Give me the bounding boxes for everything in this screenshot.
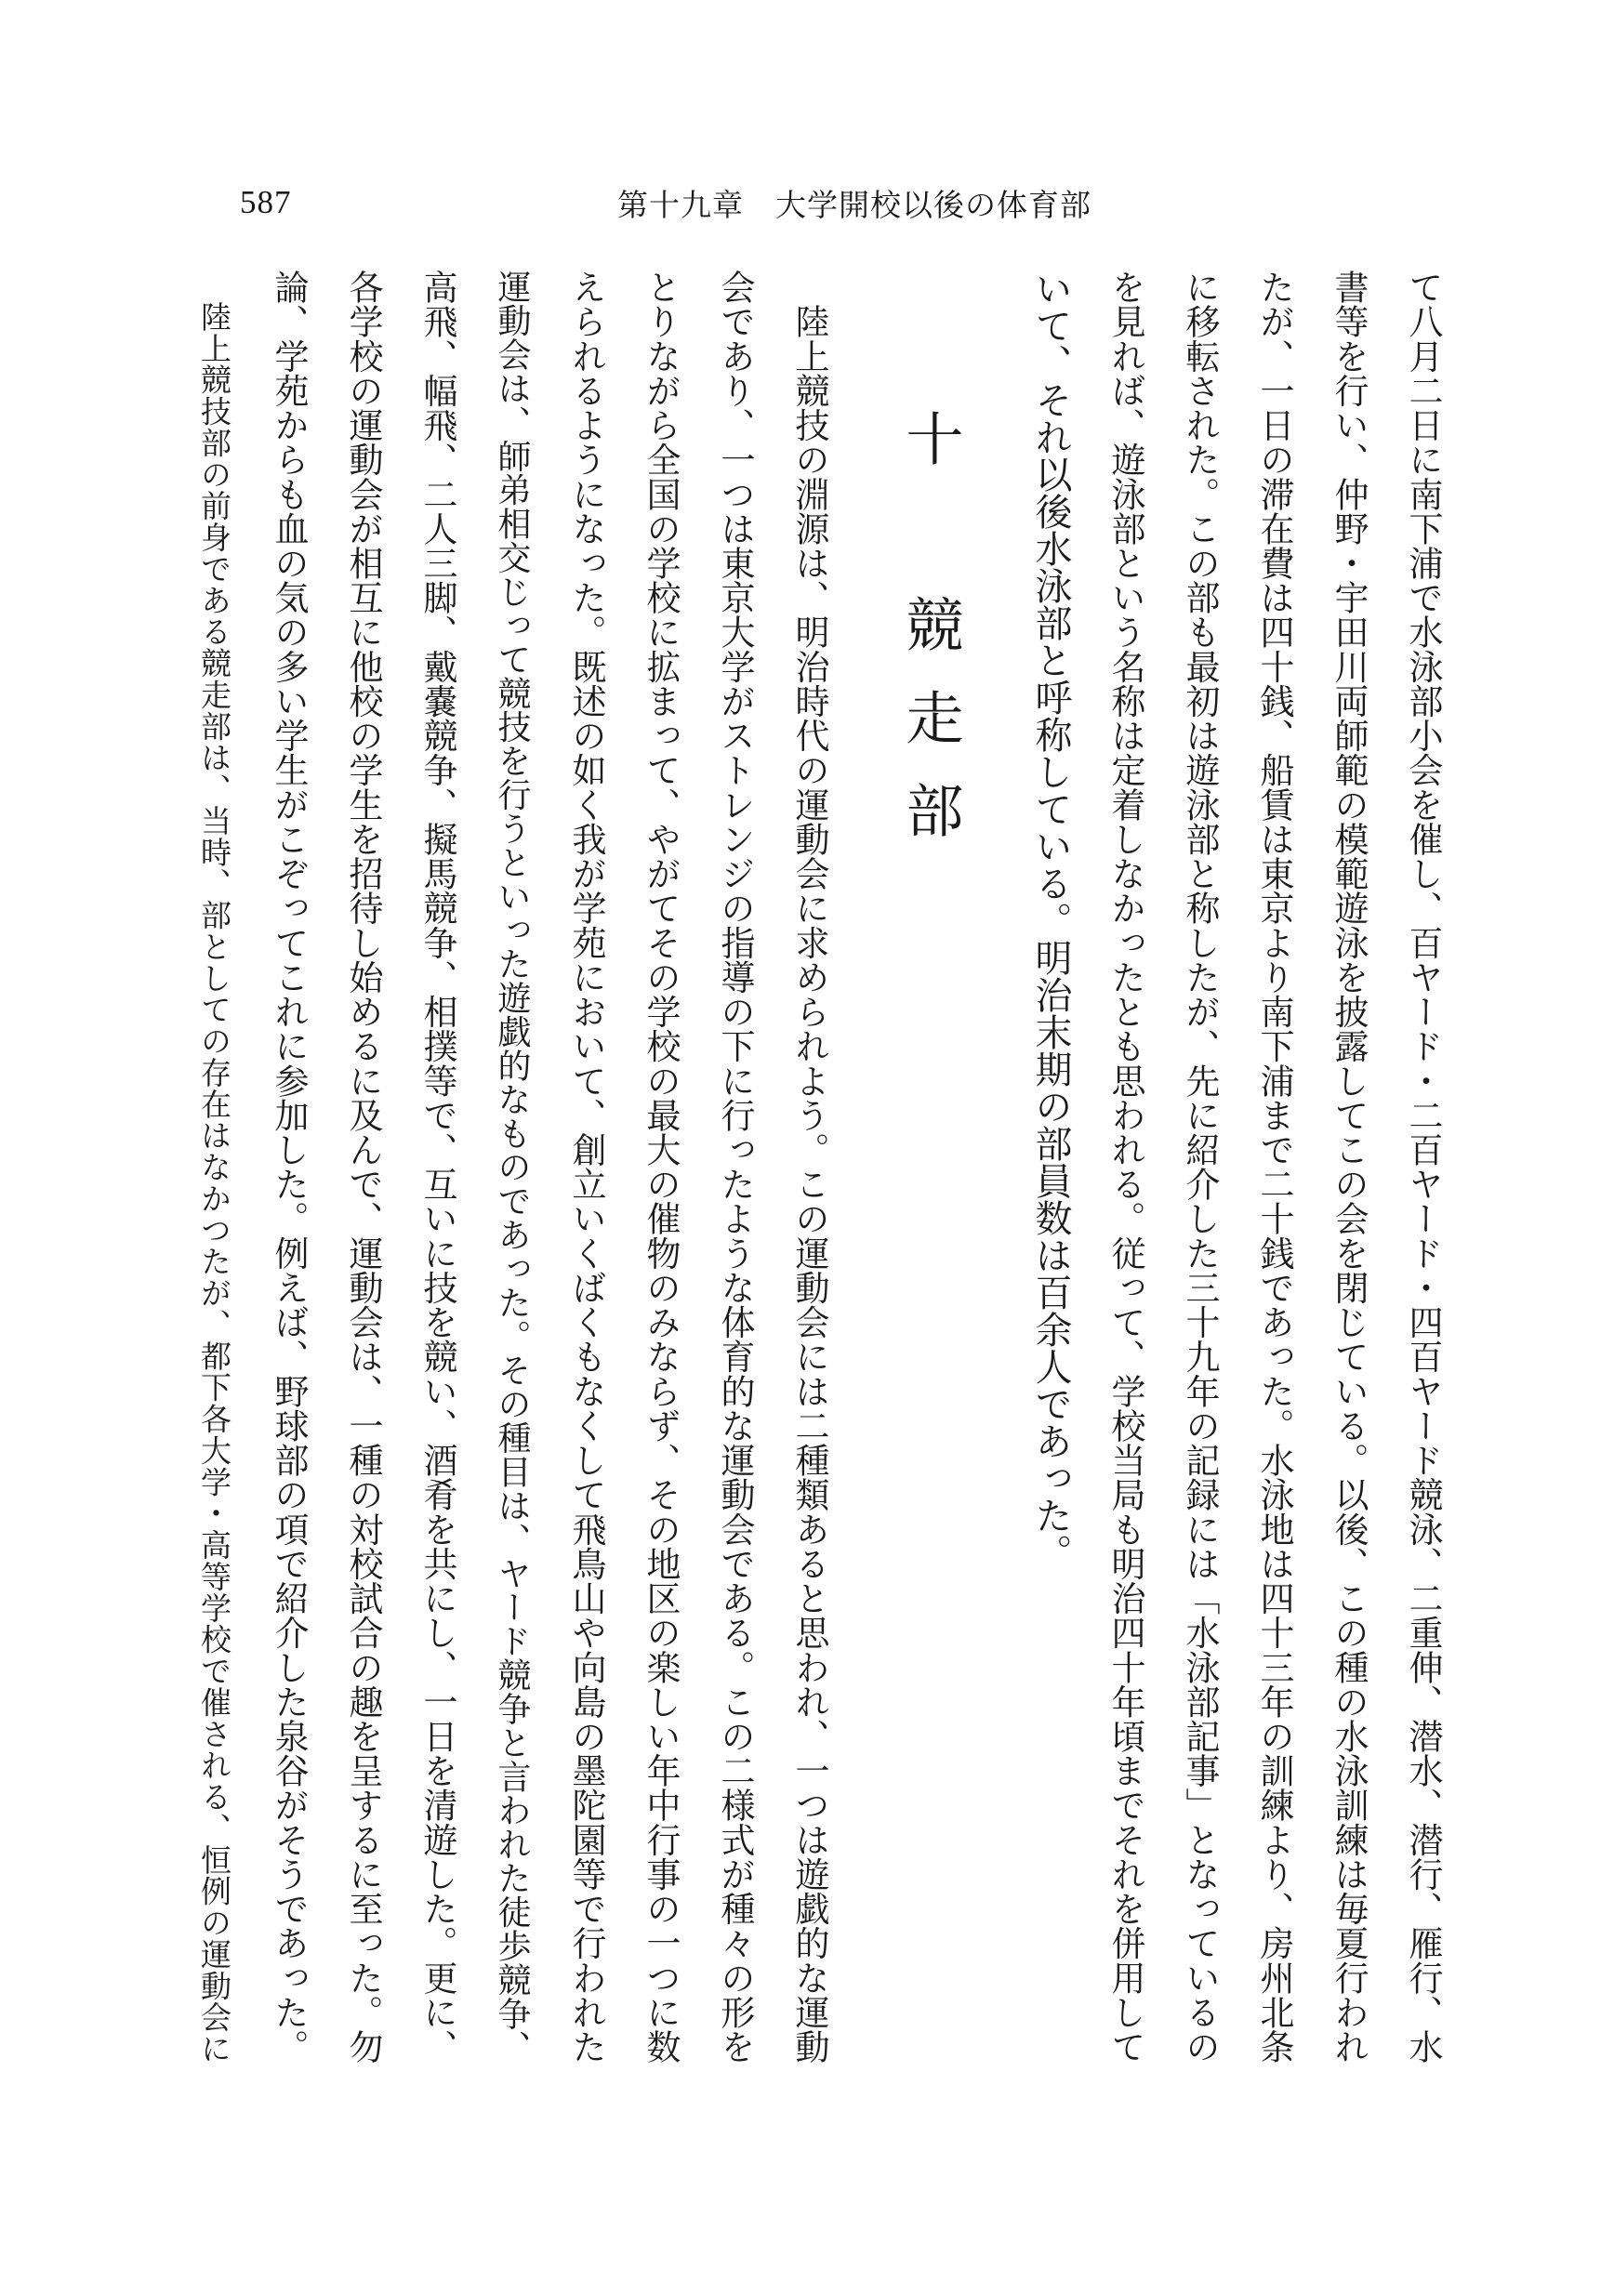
- text-column: えられるようになった。既述の如く我が学苑において、創立いくばくもなくして飛鳥山や向島の墨陀園等で行われた: [566, 270, 606, 2065]
- text-column: を見れば、遊泳部という名称は定着しなかったとも思われる。従って、学校当局も明治四十年頃までそれを併用して: [1105, 270, 1145, 2064]
- text-column: 会であり、一つは東京大学がストレンジの指導の下に行ったような体育的な運動会である。この二様式が種々の形を: [715, 270, 755, 2064]
- section-title: 十 競走部: [896, 409, 964, 874]
- text-column: に移転された。この部も最初は遊泳部と称したが、先に紹介した三十九年の記録には「水泳部記事」となっているの: [1180, 270, 1220, 2065]
- page-number: 587: [240, 184, 292, 220]
- body-text: [186, 270, 1460, 2064]
- text-column: とりながら全国の学校に拡まって、やがてその学校の最大の催物のみならず、その地区の楽しい年中行事の一つに数: [641, 270, 681, 2065]
- text-column: 陸上競技の淵源は、明治時代の運動会に求められよう。この運動会には二種類あると思われ、一つは遊戯的な運動: [789, 270, 829, 2064]
- text-column: いて、それ以後水泳部と呼称している。明治末期の部員数は百余人であった。: [1029, 270, 1072, 1571]
- text-column: 高飛、幅飛、二人三脚、戴嚢競争、擬馬競争、相撲等で、互いに技を競い、酒肴を共にし、一日を清遊した。更に、: [417, 270, 457, 2065]
- text-column: 各学校の運動会が相互に他校の学生を招待し始めるに及んで、運動会は、一種の対校試合の趣を呈するに至った。勿: [343, 270, 383, 2065]
- text-column: たが、一日の滞在費は四十銭、船賃は東京より南下浦まで二十銭であった。水泳地は四十三年の訓練より、房州北条: [1254, 270, 1294, 2065]
- text-column: て八月二日に南下浦で水泳部小会を催し、百ヤード・二百ヤード・四百ヤード競泳、二重伸、潜水、潜行、雁行、水: [1403, 270, 1443, 2064]
- running-head: 第十九章 大学開校以後の体育部: [617, 187, 1091, 223]
- text-column: 書等を行い、仲野・宇田川両師範の模範遊泳を披露してこの会を閉じている。以後、この種の水泳訓練は毎夏行われ: [1329, 270, 1369, 2064]
- text-column: 運動会は、師弟相交じって競技を行うといった遊戯的なものであった。その種目は、ヤード競争と言われた徒歩競争、: [493, 270, 531, 2065]
- text-column: 陸上競技部の前身である競走部は、当時、部としての存在はなかつたが、都下各大学・高等学校で催される、恒例の運動会に: [196, 270, 232, 2064]
- text-column: 論、学苑からも血の気の多い学生がこぞってこれに参加した。例えば、野球部の項で紹介した泉谷がそうであった。: [269, 270, 309, 2065]
